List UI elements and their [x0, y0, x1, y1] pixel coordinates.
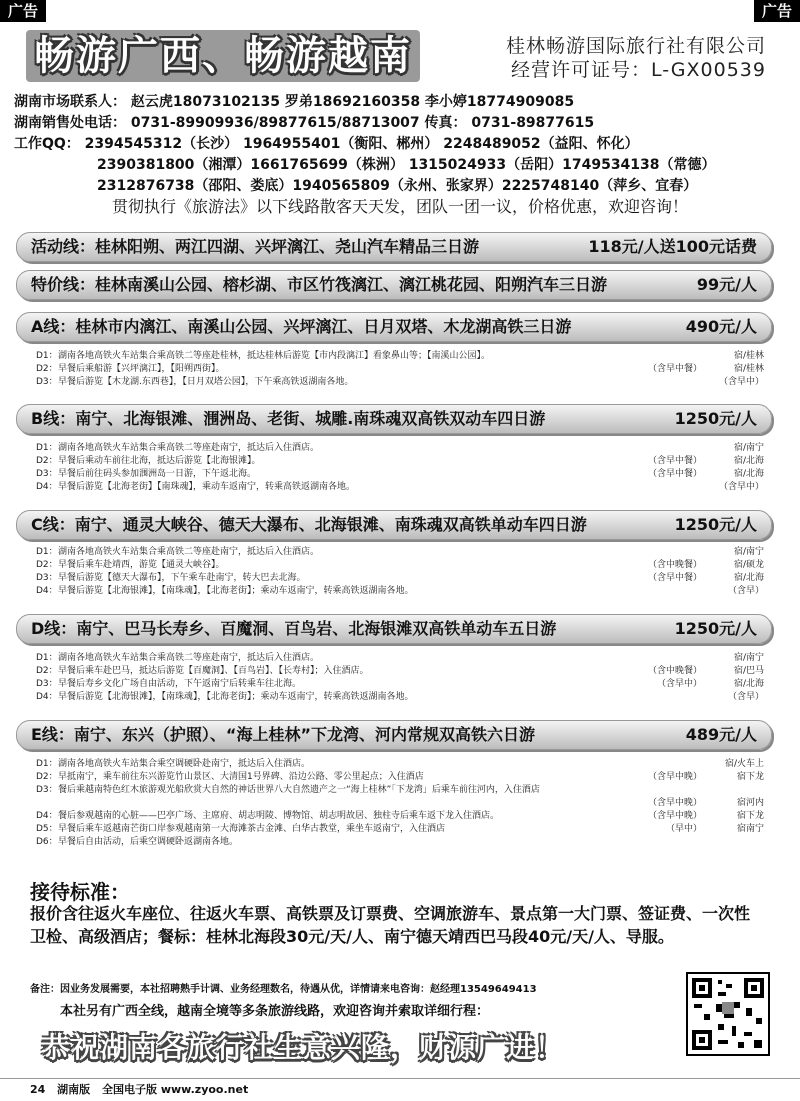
itinerary-row: [36, 771, 764, 784]
brand-title: 畅游广西、畅游越南: [26, 30, 420, 82]
day-text: 早餐后游览【北海银滩】，【南珠魂】，【北海老街】；乘动车返南宁，转乘高铁返湖南各地。: [58, 692, 414, 702]
day-stay: 宿/硕龙: [733, 560, 764, 570]
day-label: D6：: [36, 837, 58, 847]
day-stay: 宿/北海: [733, 573, 764, 583]
day-stay: （含早中）: [718, 482, 764, 492]
day-text: 早餐后乘车返越南芒街口岸参观越南第一大海滩茶古金滩、白华古教堂，乘坐车返南宁，入住酒店: [58, 824, 446, 834]
day-meal: （含早中晚）: [647, 811, 702, 821]
itinerary-row: [36, 572, 764, 585]
day-label: D2：: [36, 364, 58, 374]
day-label: D2：: [36, 666, 58, 676]
b-line-itinerary: [36, 442, 764, 494]
day-label: D3：: [36, 469, 58, 479]
contact-row-2: 湖南销售处电话： 0731-89909936/89877615/88713007 传真： 0731-89877615: [14, 115, 595, 131]
c-line-price: 1250元/人: [674, 515, 757, 534]
day-stay: 宿/北海: [733, 469, 764, 479]
day-text: 湖南各地高铁火车站集合乘高铁二等座赴桂林，抵达桂林后游览【市内段漓江】看象鼻山等；【南溪山公园】。: [58, 351, 491, 361]
day-meal: （含早中餐）: [647, 469, 702, 479]
day-stay: 宿河内: [736, 798, 764, 808]
ad-tag-left: 广告: [0, 0, 46, 22]
edition-label: 湖南版: [57, 1083, 91, 1096]
day-meal: （含早中晚）: [647, 798, 702, 808]
day-meal: （含早中）: [656, 679, 702, 689]
page-footer: [0, 1078, 800, 1101]
day-label: D4：: [36, 586, 58, 596]
a-line-price: 490元/人: [685, 317, 757, 336]
day-stay: 宿/北海: [733, 456, 764, 466]
c-line-title: C线：南宁、通灵大峡谷、德天大瀑布、北海银滩、南珠魂双高铁单动车四日游: [31, 515, 587, 534]
day-stay: 宿/南宁: [733, 653, 764, 663]
day-label: D4：: [36, 692, 58, 702]
day-label: D5：: [36, 824, 58, 834]
day-label: D2：: [36, 560, 58, 570]
day-stay: 宿下龙: [736, 811, 764, 821]
page-number: 24: [30, 1083, 46, 1096]
e-line-itinerary: [36, 758, 764, 849]
contact-row-5: 2312876738（邵阳、娄底）1940565809（永州、张家界）2225748140（萍乡、宜春）: [97, 178, 698, 194]
special-line-bar: [16, 270, 772, 300]
d-line-bar: [16, 614, 772, 644]
qr-code-icon: [688, 974, 768, 1054]
day-stay: （含早）: [727, 692, 764, 702]
itinerary-row: [36, 481, 764, 494]
day-stay: 宿/南宁: [733, 547, 764, 557]
day-meal: （含早中餐）: [647, 456, 702, 466]
site-label: 全国电子版 www.zyoo.net: [102, 1083, 249, 1096]
day-meal: （含中晚餐）: [647, 560, 702, 570]
itinerary-row: [36, 442, 764, 455]
itinerary-row: [36, 363, 764, 376]
contact-row-4: 2390381800（湘潭）1661765699（株洲） 1315024933（岳阳）1749534138（常德）: [97, 157, 716, 173]
day-text: 餐后乘越南特色红木旅游观光船欣赏大自然的神话世界八大自然遗产之一“海上桂林”「下龙湾」后乘车前往河内，入住酒店: [58, 785, 540, 795]
day-text: 湖南各地高铁火车站集合乘空调硬卧赴南宁，抵达后入住酒店。: [58, 759, 311, 769]
itinerary-row: [36, 758, 764, 771]
day-text: 早餐后前往码头参加涠洲岛一日游，下午返北海。: [58, 469, 257, 479]
notice: 贯彻执行《旅游法》以下线路散客天天发，团队一团一议，价格优惠，欢迎咨询！: [111, 197, 688, 216]
promo-line-bar: [16, 232, 772, 262]
promo-line-title: 活动线：桂林阳朔、两江四湖、兴坪漓江、尧山汽车精品三日游: [31, 237, 480, 256]
standards-body: 报价含往返火车座位、往返火车票、高铁票及订票费、空调旅游车、景点第一大门票、签证费、一次性卫检、高级酒店；餐标：桂林北海段30元/天/人、南宁德天靖西巴马段40元/天/人、导服。: [30, 904, 751, 946]
day-text: 早餐后自由活动，后乘空调硬卧返湖南各地。: [58, 837, 239, 847]
day-label: D4：: [36, 482, 58, 492]
day-label: D1：: [36, 547, 58, 557]
day-meal: （含中晚餐）: [647, 666, 702, 676]
slogan: 恭祝湖南各旅行社生意兴隆，财源广进！: [42, 1031, 565, 1064]
day-label: D3：: [36, 377, 58, 387]
e-line-title: E线：南宁、东兴（护照）、“海上桂林”下龙湾、河内常规双高铁六日游: [31, 725, 535, 744]
day-label: D3：: [36, 573, 58, 583]
recruit-note: 备注：因业务发展需要，本社招聘熟手计调、业务经理数名，待遇从优，详情请来电咨询：赵经理13549649413: [30, 984, 537, 995]
day-text: 早餐后乘车赴靖西，游览【通灵大峡谷】。: [58, 560, 225, 570]
day-label: D2：: [36, 772, 58, 782]
day-label: D3：: [36, 679, 58, 689]
day-text: 早餐后游览【德天大瀑布】，下午乘车赴南宁，转大巴去北海。: [58, 573, 306, 583]
day-stay: 宿/桂林: [733, 351, 764, 361]
special-line-title: 特价线：桂林南溪山公园、榕杉湖、市区竹筏漓江、漓江桃花园、阳朔汽车三日游: [31, 275, 608, 294]
day-label: D1：: [36, 351, 58, 361]
itinerary-row: [36, 376, 764, 389]
a-line-title: A线：桂林市内漓江、南溪山公园、兴坪漓江、日月双塔、木龙湖高铁三日游: [31, 317, 572, 336]
b-line-bar: [16, 404, 772, 434]
promo-line-price: 118元/人送100元话费: [588, 237, 757, 256]
qr-code[interactable]: [686, 972, 770, 1056]
day-text: 湖南各地高铁火车站集合乘高铁二等座赴南宁，抵达后入住酒店。: [58, 443, 320, 453]
day-text: 餐后参观越南的心脏——巴亭广场、主席府、胡志明陵、博物馆、胡志明故居、独柱寺后乘车返下龙入住酒店。: [58, 811, 500, 821]
itinerary-row: [36, 823, 764, 836]
itinerary-row: [36, 585, 764, 598]
itinerary-row: [36, 455, 764, 468]
day-text: 早餐后游览【北海老街】【南珠魂】，乘动车返南宁，转乘高铁返湖南各地。: [58, 482, 356, 492]
day-text: 湖南各地高铁火车站集合乘高铁二等座赴南宁，抵达后入住酒店。: [58, 547, 320, 557]
itinerary-row: [36, 797, 764, 810]
itinerary-row: [36, 350, 764, 363]
e-line-bar: [16, 720, 772, 750]
day-meal: （含早中餐）: [647, 364, 702, 374]
e-line-price: 489元/人: [685, 725, 757, 744]
day-text: 湖南各地高铁火车站集合乘高铁二等座赴南宁，抵达后入住酒店。: [58, 653, 320, 663]
a-line-bar: [16, 312, 772, 342]
itinerary-row: [36, 665, 764, 678]
itinerary-row: [36, 652, 764, 665]
day-stay: 宿南宁: [736, 824, 764, 834]
d-line-itinerary: [36, 652, 764, 704]
day-stay: 宿/北海: [733, 679, 764, 689]
day-text: 早餐后游览【木龙湖.东西巷】，【日月双塔公园】，下午乘高铁返湖南各地。: [58, 377, 354, 387]
itinerary-row: [36, 810, 764, 823]
b-line-price: 1250元/人: [674, 409, 757, 428]
company-license: 经营许可证号：L-GX00539: [511, 59, 766, 81]
day-meal: （含早中餐）: [647, 573, 702, 583]
special-line-price: 99元/人: [696, 275, 757, 294]
day-text: 早餐后寿乡文化广场自由活动，下午返南宁后转乘车往北海。: [58, 679, 302, 689]
company-block: [506, 34, 766, 82]
day-label: D4：: [36, 811, 58, 821]
c-line-bar: [16, 510, 772, 540]
day-meal: （早中）: [665, 824, 702, 834]
day-text: 早餐后游览【北海银滩】，【南珠魂】，【北海老街】；乘动车返南宁，转乘高铁返湖南各地。: [58, 586, 414, 596]
a-line-itinerary: [36, 350, 764, 389]
itinerary-row: [36, 784, 764, 797]
d-line-title: D线：南宁、巴马长寿乡、百魔洞、百鸟岩、北海银滩双高铁单动车五日游: [31, 619, 557, 638]
day-stay: 宿下龙: [736, 772, 764, 782]
day-label: D2：: [36, 456, 58, 466]
c-line-itinerary: [36, 546, 764, 598]
day-stay: 宿/桂林: [733, 364, 764, 374]
company-name: 桂林畅游国际旅行社有限公司: [505, 35, 766, 57]
day-stay: （含早中）: [718, 377, 764, 387]
b-line-title: B线：南宁、北海银滩、涠洲岛、老街、城雕.南珠魂双高铁双动车四日游: [31, 409, 546, 428]
contacts-block: [14, 92, 786, 197]
day-label: D3：: [36, 785, 58, 795]
day-stay: 宿/巴马: [733, 666, 764, 676]
day-label: D1：: [36, 653, 58, 663]
d-line-price: 1250元/人: [674, 619, 757, 638]
itinerary-row: [36, 559, 764, 572]
itinerary-row: [36, 546, 764, 559]
day-text: 早餐后乘车赴巴马，抵达后游览【百魔洞】、【百鸟岩】、【长寿村】；入住酒店。: [58, 666, 369, 676]
day-text: 早抵南宁，乘车前往东兴游览竹山景区、大清国1号界碑、沿边公路、零公里起点；入住酒店: [58, 772, 424, 782]
contact-row-3: 工作QQ： 2394545312（长沙） 1964955401（衡阳、郴州） 2248489052（益阳、怀化）: [14, 136, 639, 152]
day-meal: （含早中晚）: [647, 772, 702, 782]
day-label: D1：: [36, 759, 58, 769]
day-stay: 宿/南宁: [733, 443, 764, 453]
itinerary-row: [36, 691, 764, 704]
day-text: 早餐后乘船游【兴坪漓江】，【阳朔西街】。: [58, 364, 225, 374]
standards-title: 接待标准：: [30, 880, 130, 904]
ad-tag-right: 广告: [754, 0, 800, 22]
day-text: 早餐后乘动车前往北海，抵达后游览【北海银滩】。: [58, 456, 261, 466]
contact-row-1: 湖南市场联系人： 赵云虎18073102135 罗弟18692160358 李小婷18774909085: [14, 94, 575, 110]
day-label: D1：: [36, 443, 58, 453]
itinerary-row: [36, 836, 764, 849]
itinerary-row: [36, 678, 764, 691]
day-stay: （含早）: [727, 586, 764, 596]
day-stay: 宿/火车上: [724, 759, 764, 769]
more-routes-note: 本社另有广西全线，越南全境等多条旅游线路，欢迎咨询并索取详细行程：: [60, 1004, 490, 1019]
itinerary-row: [36, 468, 764, 481]
